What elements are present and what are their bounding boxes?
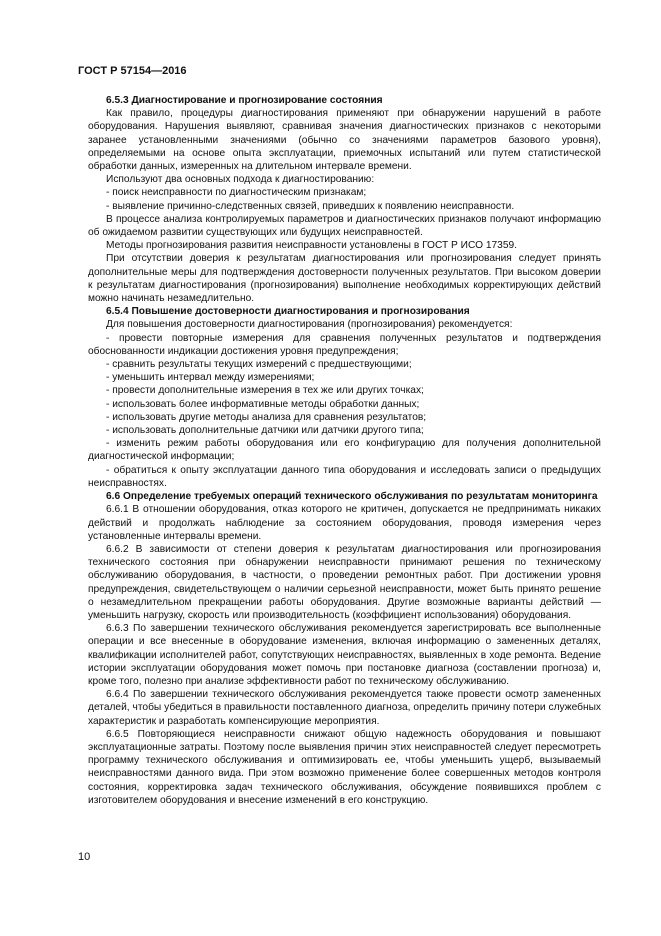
list-item: - обратиться к опыту эксплуатации данного типа оборудования и исследовать записи о предыдущих неисправностях. — [88, 464, 601, 489]
section-heading-6-5-3: 6.5.3 Диагностирование и прогнозирование состояния — [106, 95, 383, 106]
paragraph: При отсутствии доверия к результатам диагностирования или прогнозирования следует принять дополнительные меры для подтверждения достоверности полученных результатов. При высоком доверии к результатам диагностирования (прогнозирования) выполнение необходимых корректирующих действий можно начинать незамедлительно. — [88, 253, 601, 305]
list-item: - провести дополнительные измерения в тех же или других точках; — [106, 385, 424, 397]
document-header: ГОСТ Р 57154—2016 — [78, 65, 187, 77]
paragraph: 6.6.1 В отношении оборудования, отказ которого не критичен, допускается не предпринимать никаких действий и продолжать наблюдение за состоянием оборудования, проводя измерения через установленные интервалы времени. — [88, 504, 601, 542]
paragraph: 6.6.5 Повторяющиеся неисправности снижают общую надежность оборудования и повышают эксплуатационные затраты. Поэтому после выявления причин этих неисправностей следует пересмотреть программу технического обслуживания и оптимизировать ее, чтобы уменьшить ущерб, вызываемый неисправностями данного вида. При этом возможно применение более совершенных методов контроля состояния, корректировка задач технического обслуживания, обсуждение появившихся проблем с изготовителем оборудования и внесение изменений в его конструкцию. — [88, 728, 601, 806]
paragraph: 6.6.3 По завершении технического обслуживания рекомендуется зарегистрировать все выполненные операции и все внесенные в оборудование изменения, включая информацию о замененных деталях, квалификации исполнителей работ, сопутствующих неисправностях, выявленных в ходе ремонта. Ведение истории эксплуатации оборудования может помочь при постановке диагноза (составлении прогноза) и, кроме того, полезно при анализе эффективности работ по техническому обслуживанию. — [88, 623, 601, 687]
document-body — [88, 94, 601, 807]
paragraph: Используют два основных подхода к диагностированию: — [106, 174, 375, 186]
list-item: - изменить режим работы оборудования или его конфигурацию для получения дополнительной диагностической информации; — [88, 438, 601, 463]
section-heading-6-6: 6.6 Определение требуемых операций технического обслуживания по результатам мониторинга — [106, 491, 598, 503]
list-item: - поиск неисправности по диагностическим признакам; — [106, 187, 367, 199]
list-item: - использовать более информативные методы обработки данных; — [106, 398, 420, 410]
paragraph: В процессе анализа контролируемых параметров и диагностических признаков получают информацию об ожидаемом развитии существующих или будущих неисправностей. — [88, 213, 601, 239]
paragraph: 6.6.2 В зависимости от степени доверия к результатам диагностирования или прогнозирования технического состояния при обнаружении неисправности принимают решения по техническому обслуживанию оборудования, в частности, о проведении ремонтных работ. При достижении уровня предупреждения, свидетельствующем о наличии серьезной неисправности, может быть принято решение о незамедлительном прекращении работы оборудования. Другие возможные варианты действий — уменьшить нагрузку, скорость или производительность (коэффициент использования) оборудования. — [88, 543, 601, 621]
paragraph: Для повышения достоверности диагностирования (прогнозирования) рекомендуется: — [106, 319, 513, 331]
paragraph: 6.6.4 По завершении технического обслуживания рекомендуется также провести осмотр замененных деталей, чтобы убедиться в правильности поставленного диагноза, определить причину потери служебных характеристик и разработать компенсирующие мероприятия. — [88, 689, 601, 727]
list-item: - провести повторные измерения для сравнения полученных результатов и подтверждения обоснованности индикации достижения уровня предупреждения; — [88, 332, 601, 357]
paragraph: Как правило, процедуры диагностирования применяют при обнаружении нарушений в работе оборудования. Нарушения выявляют, сравнивая значения диагностических признаков с некоторыми заранее установленными значениями (обычно со значениями параметров базового уровня), определяемыми на основе опыта эксплуатации, приемочных испытаний или путем статистической обработки данных, измеренных на длительном интервале времени. — [88, 108, 601, 173]
paragraph: Методы прогнозирования развития неисправности установлены в ГОСТ Р ИСО 17359. — [106, 240, 518, 252]
list-item: - сравнить результаты текущих измерений с предшествующими; — [106, 359, 412, 371]
list-item: - выявление причинно-следственных связей, приведших к появлению неисправности. — [106, 200, 515, 212]
list-item: - использовать другие методы анализа для сравнения результатов; — [106, 411, 427, 423]
list-item: - использовать дополнительные датчики или датчики другого типа; — [106, 425, 424, 437]
list-item: - уменьшить интервал между измерениями; — [106, 372, 315, 384]
page-number: 10 — [78, 851, 91, 863]
section-heading-6-5-4: 6.5.4 Повышение достоверности диагностирования и прогнозирования — [106, 306, 470, 318]
